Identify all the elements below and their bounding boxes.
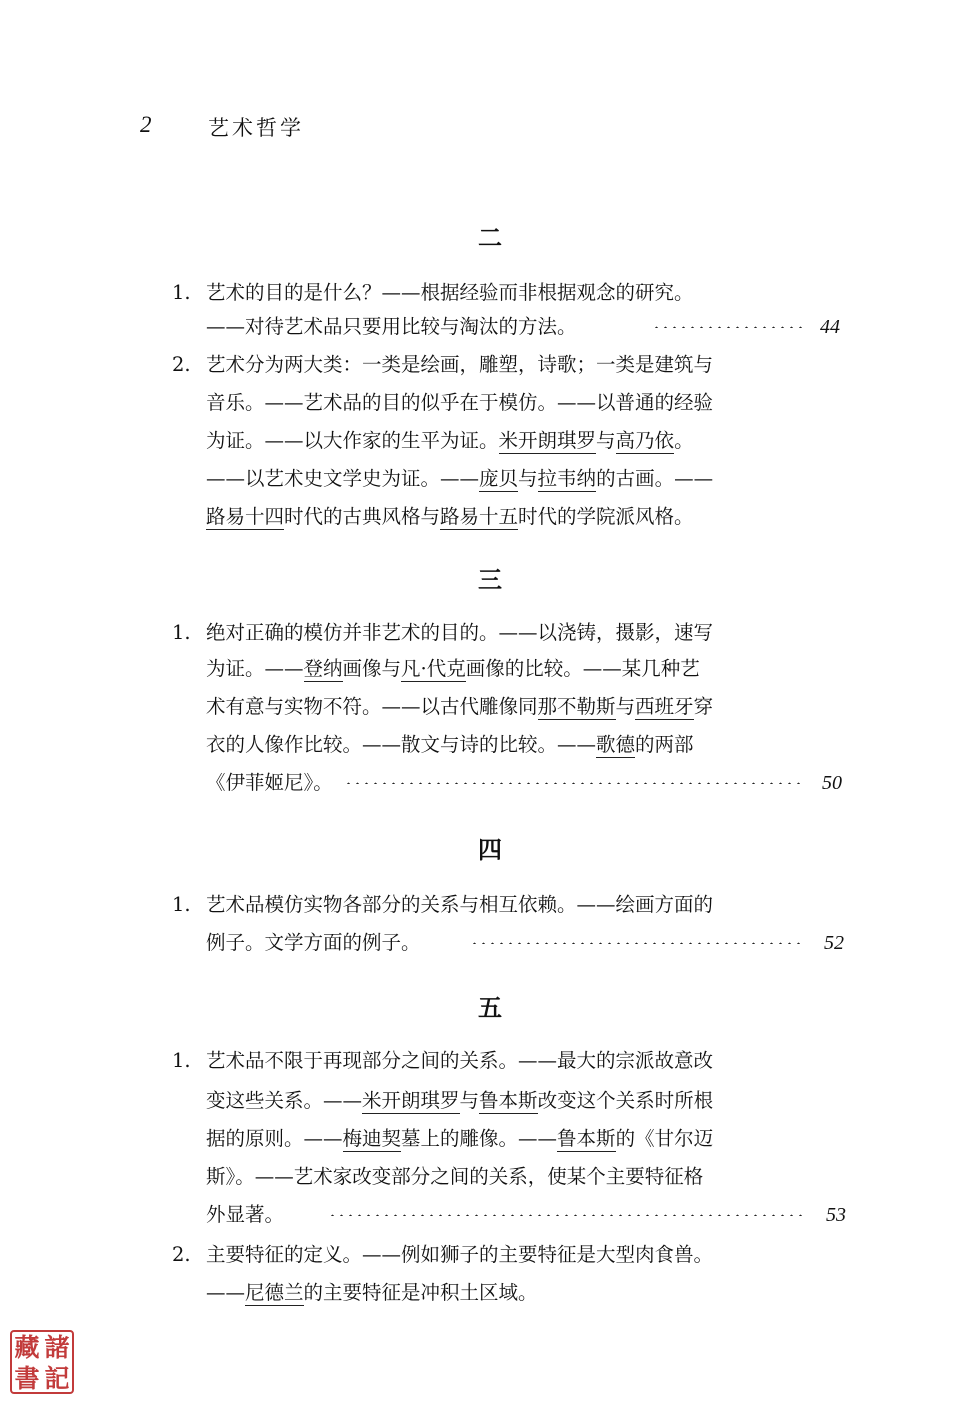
proper-noun: 西班牙 <box>635 695 694 718</box>
leader-dots <box>470 942 806 944</box>
text-line: 外显著。 <box>206 1203 285 1226</box>
text-line: 艺术分为两大类：一类是绘画，雕塑，诗歌；一类是建筑与 <box>206 353 714 376</box>
text-segment: 画像与 <box>342 657 402 680</box>
text-line: 艺术品不限于再现部分之间的关系。——最大的宗派故意改 <box>206 1049 714 1072</box>
text-line: 斯》。——艺术家改变部分之间的关系，使某个主要特征格 <box>206 1165 704 1188</box>
text-line: 主要特征的定义。——例如狮子的主要特征是大型肉食兽。 <box>206 1243 714 1266</box>
section-title: 三 <box>478 565 502 594</box>
text-line <box>206 1280 538 1306</box>
page-ref: 50 <box>822 772 842 794</box>
item-number: 1. <box>172 281 191 304</box>
text-segment: 的两部 <box>635 733 694 756</box>
text-segment: 。 <box>674 429 694 452</box>
text-line: 艺术品模仿实物各部分的关系与相互依赖。——绘画方面的 <box>206 893 714 916</box>
text-segment: 与 <box>459 1089 480 1112</box>
proper-noun: 鲁本斯 <box>557 1127 616 1150</box>
proper-noun: 高乃依 <box>615 429 675 452</box>
proper-noun: 鲁本斯 <box>479 1089 538 1112</box>
text-line: 《伊菲姬尼》。 <box>206 771 333 794</box>
section-title: 四 <box>478 835 502 864</box>
text-segment: 穿 <box>693 695 714 718</box>
item-number: 1. <box>172 1049 191 1072</box>
proper-noun: 米开朗琪罗 <box>498 429 597 452</box>
text-segment: 术有意与实物不符。——以古代雕像同 <box>206 695 538 718</box>
text-line <box>206 694 713 720</box>
text-segment: 的主要特征是冲积土区域。 <box>303 1281 538 1304</box>
proper-noun: 庞贝 <box>479 467 519 490</box>
text-line <box>206 656 700 682</box>
text-segment: 的古画。—— <box>596 467 714 490</box>
proper-noun: 米开朗琪罗 <box>362 1089 460 1112</box>
text-segment: 改变这个关系时所根 <box>537 1089 714 1112</box>
text-segment: 据的原则。—— <box>206 1127 343 1150</box>
text-segment: 的《甘尔迈 <box>615 1127 714 1150</box>
text-segment: 变这些关系。—— <box>206 1089 363 1112</box>
text-line: 例子。文学方面的例子。 <box>206 931 421 954</box>
text-segment: 与 <box>596 429 616 452</box>
text-line <box>206 732 694 758</box>
text-segment: 为证。——以大作家的生平为证。 <box>206 429 499 452</box>
text-segment: —— <box>206 1281 245 1304</box>
leader-dots <box>328 1214 808 1216</box>
item-number: 1. <box>172 621 191 644</box>
page-header <box>140 112 304 140</box>
proper-noun: 尼德兰 <box>245 1281 304 1304</box>
proper-noun: 登纳 <box>303 657 343 680</box>
proper-noun: 凡·代克 <box>401 657 466 680</box>
text-line: ——对待艺术品只要用比较与淘汰的方法。 <box>206 315 577 338</box>
text-line <box>206 466 713 492</box>
text-segment: 时代的古典风格与 <box>284 505 441 528</box>
seal-char: 書 <box>14 1364 40 1393</box>
text-segment: 时代的学院派风格。 <box>518 505 694 528</box>
text-line: 音乐。——艺术品的目的似乎在于模仿。——以普通的经验 <box>206 391 714 414</box>
text-segment: 画像的比较。——某几种艺 <box>465 657 700 680</box>
book-title: 艺术哲学 <box>208 116 304 140</box>
text-segment: 与 <box>615 695 636 718</box>
text-line <box>206 428 694 454</box>
proper-noun: 路易十五 <box>440 505 519 528</box>
item-number: 1. <box>172 893 191 916</box>
text-line <box>206 504 694 530</box>
page-ref: 52 <box>824 932 844 954</box>
page-ref: 53 <box>826 1204 846 1226</box>
library-seal-stamp <box>10 1330 74 1394</box>
leader-dots <box>344 782 804 784</box>
text-segment: 为证。—— <box>206 657 304 680</box>
seal-char: 藏 <box>14 1333 40 1362</box>
text-segment: 与 <box>518 467 538 490</box>
item-number: 2. <box>172 353 191 376</box>
text-line <box>206 1088 713 1114</box>
proper-noun: 路易十四 <box>206 505 285 528</box>
seal-char: 記 <box>44 1364 70 1393</box>
item-number: 2. <box>172 1243 191 1266</box>
text-line: 绝对正确的模仿并非艺术的目的。——以浇铸，摄影，速写 <box>206 621 714 644</box>
page-number: 2 <box>140 112 152 137</box>
proper-noun: 拉韦纳 <box>537 467 597 490</box>
leader-dots <box>652 326 804 328</box>
proper-noun: 歌德 <box>596 733 636 756</box>
text-segment: 墓上的雕像。—— <box>401 1127 558 1150</box>
proper-noun: 梅迪契 <box>342 1127 402 1150</box>
text-segment: 衣的人像作比较。——散文与诗的比较。—— <box>206 733 597 756</box>
section-title: 五 <box>478 993 502 1022</box>
page-ref: 44 <box>820 316 840 338</box>
proper-noun: 那不勒斯 <box>537 695 616 718</box>
section-title: 二 <box>478 223 502 252</box>
text-line <box>206 1126 713 1152</box>
text-line: 艺术的目的是什么？——根据经验而非根据观念的研究。 <box>206 281 694 304</box>
seal-char: 諸 <box>44 1333 70 1362</box>
text-segment: ——以艺术史文学史为证。—— <box>206 467 480 490</box>
